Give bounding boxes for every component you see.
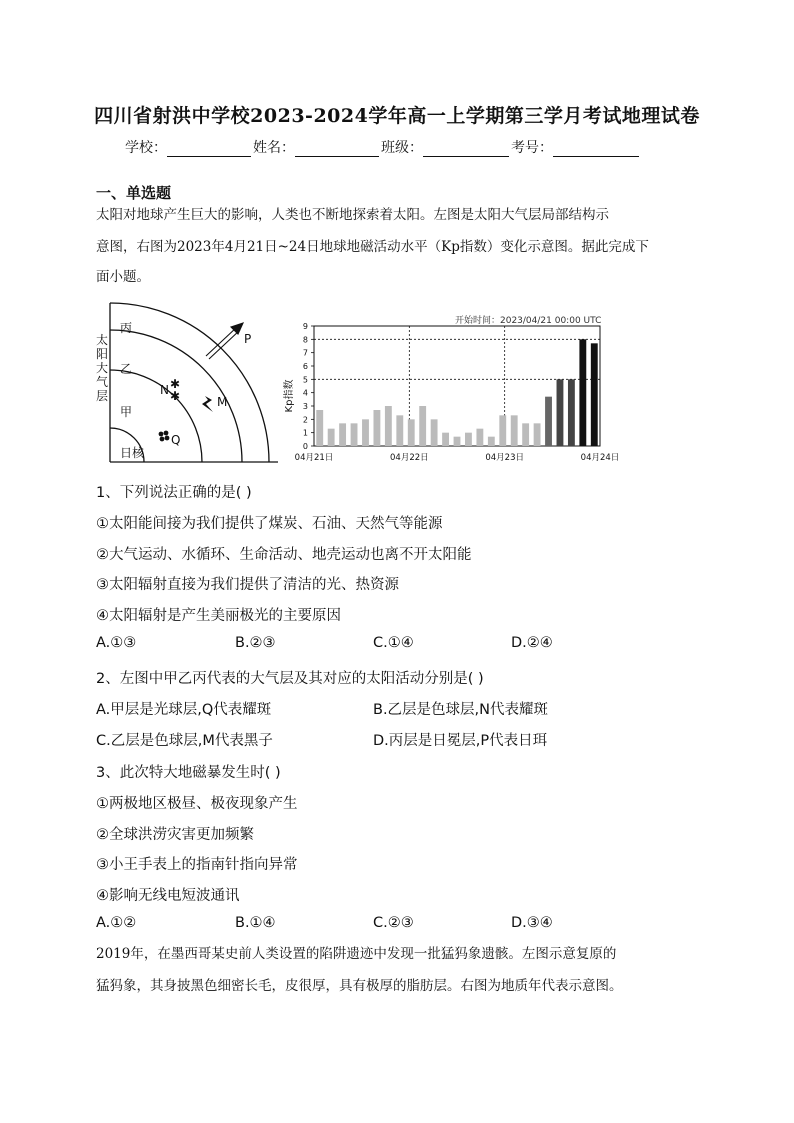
- prominence-arrow-icon: [206, 323, 243, 359]
- kp-bar-10: [419, 406, 426, 446]
- y-tick-label-5: 5: [302, 375, 308, 385]
- diagram-side-label-2: 阳: [96, 347, 109, 361]
- kp-bar-7: [385, 406, 392, 446]
- q3-stem: 3、此次特大地磁暴发生时( ): [96, 765, 281, 781]
- intro1-line-2: 意图，右图为2023年4月21日~24日地球地磁活动水平（Kp指数）变化示意图。据此完成下: [96, 239, 649, 255]
- diagram-side-label-5: 层: [96, 389, 109, 403]
- kp-bar-14: [465, 433, 472, 446]
- exam-title: 四川省射洪中学校2023-2024学年高一上学期第三学月考试地理试卷: [94, 105, 700, 127]
- q3-item-2: ②全球洪涝灾害更加频繁: [96, 827, 254, 843]
- marker-label-m: M: [217, 395, 228, 409]
- svg-text:✱: ✱: [170, 377, 181, 391]
- x-tick-label-3: 04月23日: [485, 453, 524, 463]
- q1-option-c[interactable]: C.①④: [373, 635, 414, 651]
- kp-bar-4: [351, 423, 358, 446]
- q1-item-3: ③太阳辐射直接为我们提供了清洁的光、热资源: [96, 577, 399, 593]
- school-field[interactable]: [167, 142, 251, 157]
- kp-bar-18: [511, 415, 518, 446]
- kp-bar-8: [396, 415, 403, 446]
- lightning-icon: [202, 396, 213, 412]
- q2-option-b[interactable]: B.乙层是色球层,N代表耀斑: [373, 702, 549, 718]
- x-tick-label-2: 04月22日: [390, 453, 429, 463]
- q3-item-1: ①两极地区极昼、极夜现象产生: [96, 796, 298, 812]
- q2-option-c[interactable]: C.乙层是色球层,M代表黑子: [96, 733, 273, 749]
- kp-bar-20: [534, 423, 541, 446]
- q1-option-a[interactable]: A.①③: [96, 635, 137, 651]
- kp-bar-25: [591, 343, 598, 446]
- layer-label-bing: 丙: [120, 321, 133, 335]
- q1-option-b[interactable]: B.②③: [235, 635, 276, 651]
- flare-star-icon: [170, 377, 180, 403]
- kp-bar-17: [499, 415, 506, 446]
- q1-item-1: ①太阳能间接为我们提供了煤炭、石油、天然气等能源: [96, 516, 443, 532]
- q2-option-a[interactable]: A.甲层是光球层,Q代表耀斑: [96, 702, 272, 718]
- name-label: 姓名：: [253, 140, 295, 156]
- x-tick-label-4: 04月24日: [580, 453, 620, 463]
- intro2-line-2: 猛犸象，其身披黑色细密长毛，皮很厚，具有极厚的脂肪层。右图为地质年代表示意图。: [96, 978, 623, 994]
- diagram-side-label-3: 大: [96, 361, 109, 375]
- y-tick-label-4: 4: [302, 388, 308, 398]
- q3-item-4: ④影响无线电短波通讯: [96, 888, 240, 904]
- class-field[interactable]: [423, 142, 509, 157]
- layer-label-yi: 乙: [120, 362, 133, 376]
- kp-bar-5: [362, 419, 369, 446]
- q2-stem: 2、左图中甲乙丙代表的大气层及其对应的太阳活动分别是( ): [96, 671, 484, 687]
- school-label: 学校：: [125, 140, 167, 156]
- marker-label-q: Q: [171, 433, 181, 447]
- sunspot-dots-icon: [159, 431, 170, 442]
- intro1-line-1: 太阳对地球产生巨大的影响，人类也不断地探索着太阳。左图是太阳大气层局部结构示: [96, 207, 609, 223]
- marker-label-p: P: [244, 332, 252, 346]
- q1-item-2: ②大气运动、水循环、生命活动、地壳运动也离不开太阳能: [96, 547, 472, 563]
- solar-atmosphere-diagram: [92, 300, 282, 465]
- q1-item-4: ④太阳辐射是产生美丽极光的主要原因: [96, 608, 341, 624]
- marker-label-n: N: [160, 383, 169, 397]
- diagram-side-label-4: 气: [96, 375, 109, 389]
- x-tick-label-1: 04月21日: [294, 453, 334, 463]
- q2-option-d[interactable]: D.丙层是日冕层,P代表日珥: [373, 733, 548, 749]
- kp-bar-23: [568, 379, 575, 446]
- kp-bar-19: [522, 423, 529, 446]
- kp-bar-15: [476, 429, 483, 446]
- q1-option-d[interactable]: D.②④: [511, 635, 553, 651]
- class-label: 班级：: [381, 140, 423, 156]
- kp-bar-1: [316, 410, 323, 446]
- svg-text:✱: ✱: [170, 389, 181, 403]
- chart-title: 开始时间：2023/04/21 00:00 UTC: [455, 316, 602, 326]
- section-title: 一、单选题: [96, 184, 172, 202]
- kp-bar-13: [454, 437, 461, 446]
- q3-item-3: ③小王手表上的指南针指向异常: [96, 857, 298, 873]
- kp-bar-24: [579, 339, 586, 446]
- kp-bar-12: [442, 433, 449, 446]
- kp-bar-2: [328, 429, 335, 446]
- chart-ylabel: Kp指数: [284, 379, 295, 413]
- number-label: 考号：: [511, 140, 553, 156]
- q3-option-d[interactable]: D.③④: [511, 915, 553, 931]
- diagram-side-label-1: 太: [96, 333, 109, 347]
- y-tick-label-3: 3: [302, 402, 308, 411]
- intro2-line-1: 2019年，在墨西哥某史前人类设置的陷阱遗迹中发现一批猛犸象遗骸。左图示意复原的: [96, 946, 617, 962]
- q3-option-b[interactable]: B.①④: [235, 915, 276, 931]
- q3-option-a[interactable]: A.①②: [96, 915, 137, 931]
- y-tick-label-6: 6: [302, 362, 308, 371]
- kp-bar-11: [431, 419, 438, 446]
- kp-bar-9: [408, 419, 415, 446]
- student-info-row: [125, 137, 641, 157]
- intro1-line-3: 面小题。: [96, 269, 150, 285]
- y-tick-label-9: 9: [302, 322, 308, 331]
- kp-bar-16: [488, 437, 495, 446]
- layer-label-jia: 甲: [120, 405, 133, 419]
- kp-bar-6: [373, 410, 380, 446]
- number-field[interactable]: [553, 142, 639, 157]
- name-field[interactable]: [295, 142, 379, 157]
- layer-label-core: 日核: [120, 446, 145, 460]
- y-tick-label-1: 1: [302, 428, 308, 438]
- y-tick-label-7: 7: [302, 348, 308, 358]
- y-tick-label-0: 0: [302, 442, 308, 451]
- y-tick-label-2: 2: [302, 415, 308, 425]
- y-tick-label-8: 8: [302, 335, 308, 345]
- kp-bar-3: [339, 423, 346, 446]
- kp-index-chart: [280, 308, 640, 468]
- q3-option-c[interactable]: C.②③: [373, 915, 414, 931]
- kp-bar-21: [545, 397, 552, 446]
- kp-bar-22: [557, 379, 564, 446]
- q1-stem: 1、下列说法正确的是( ): [96, 485, 252, 501]
